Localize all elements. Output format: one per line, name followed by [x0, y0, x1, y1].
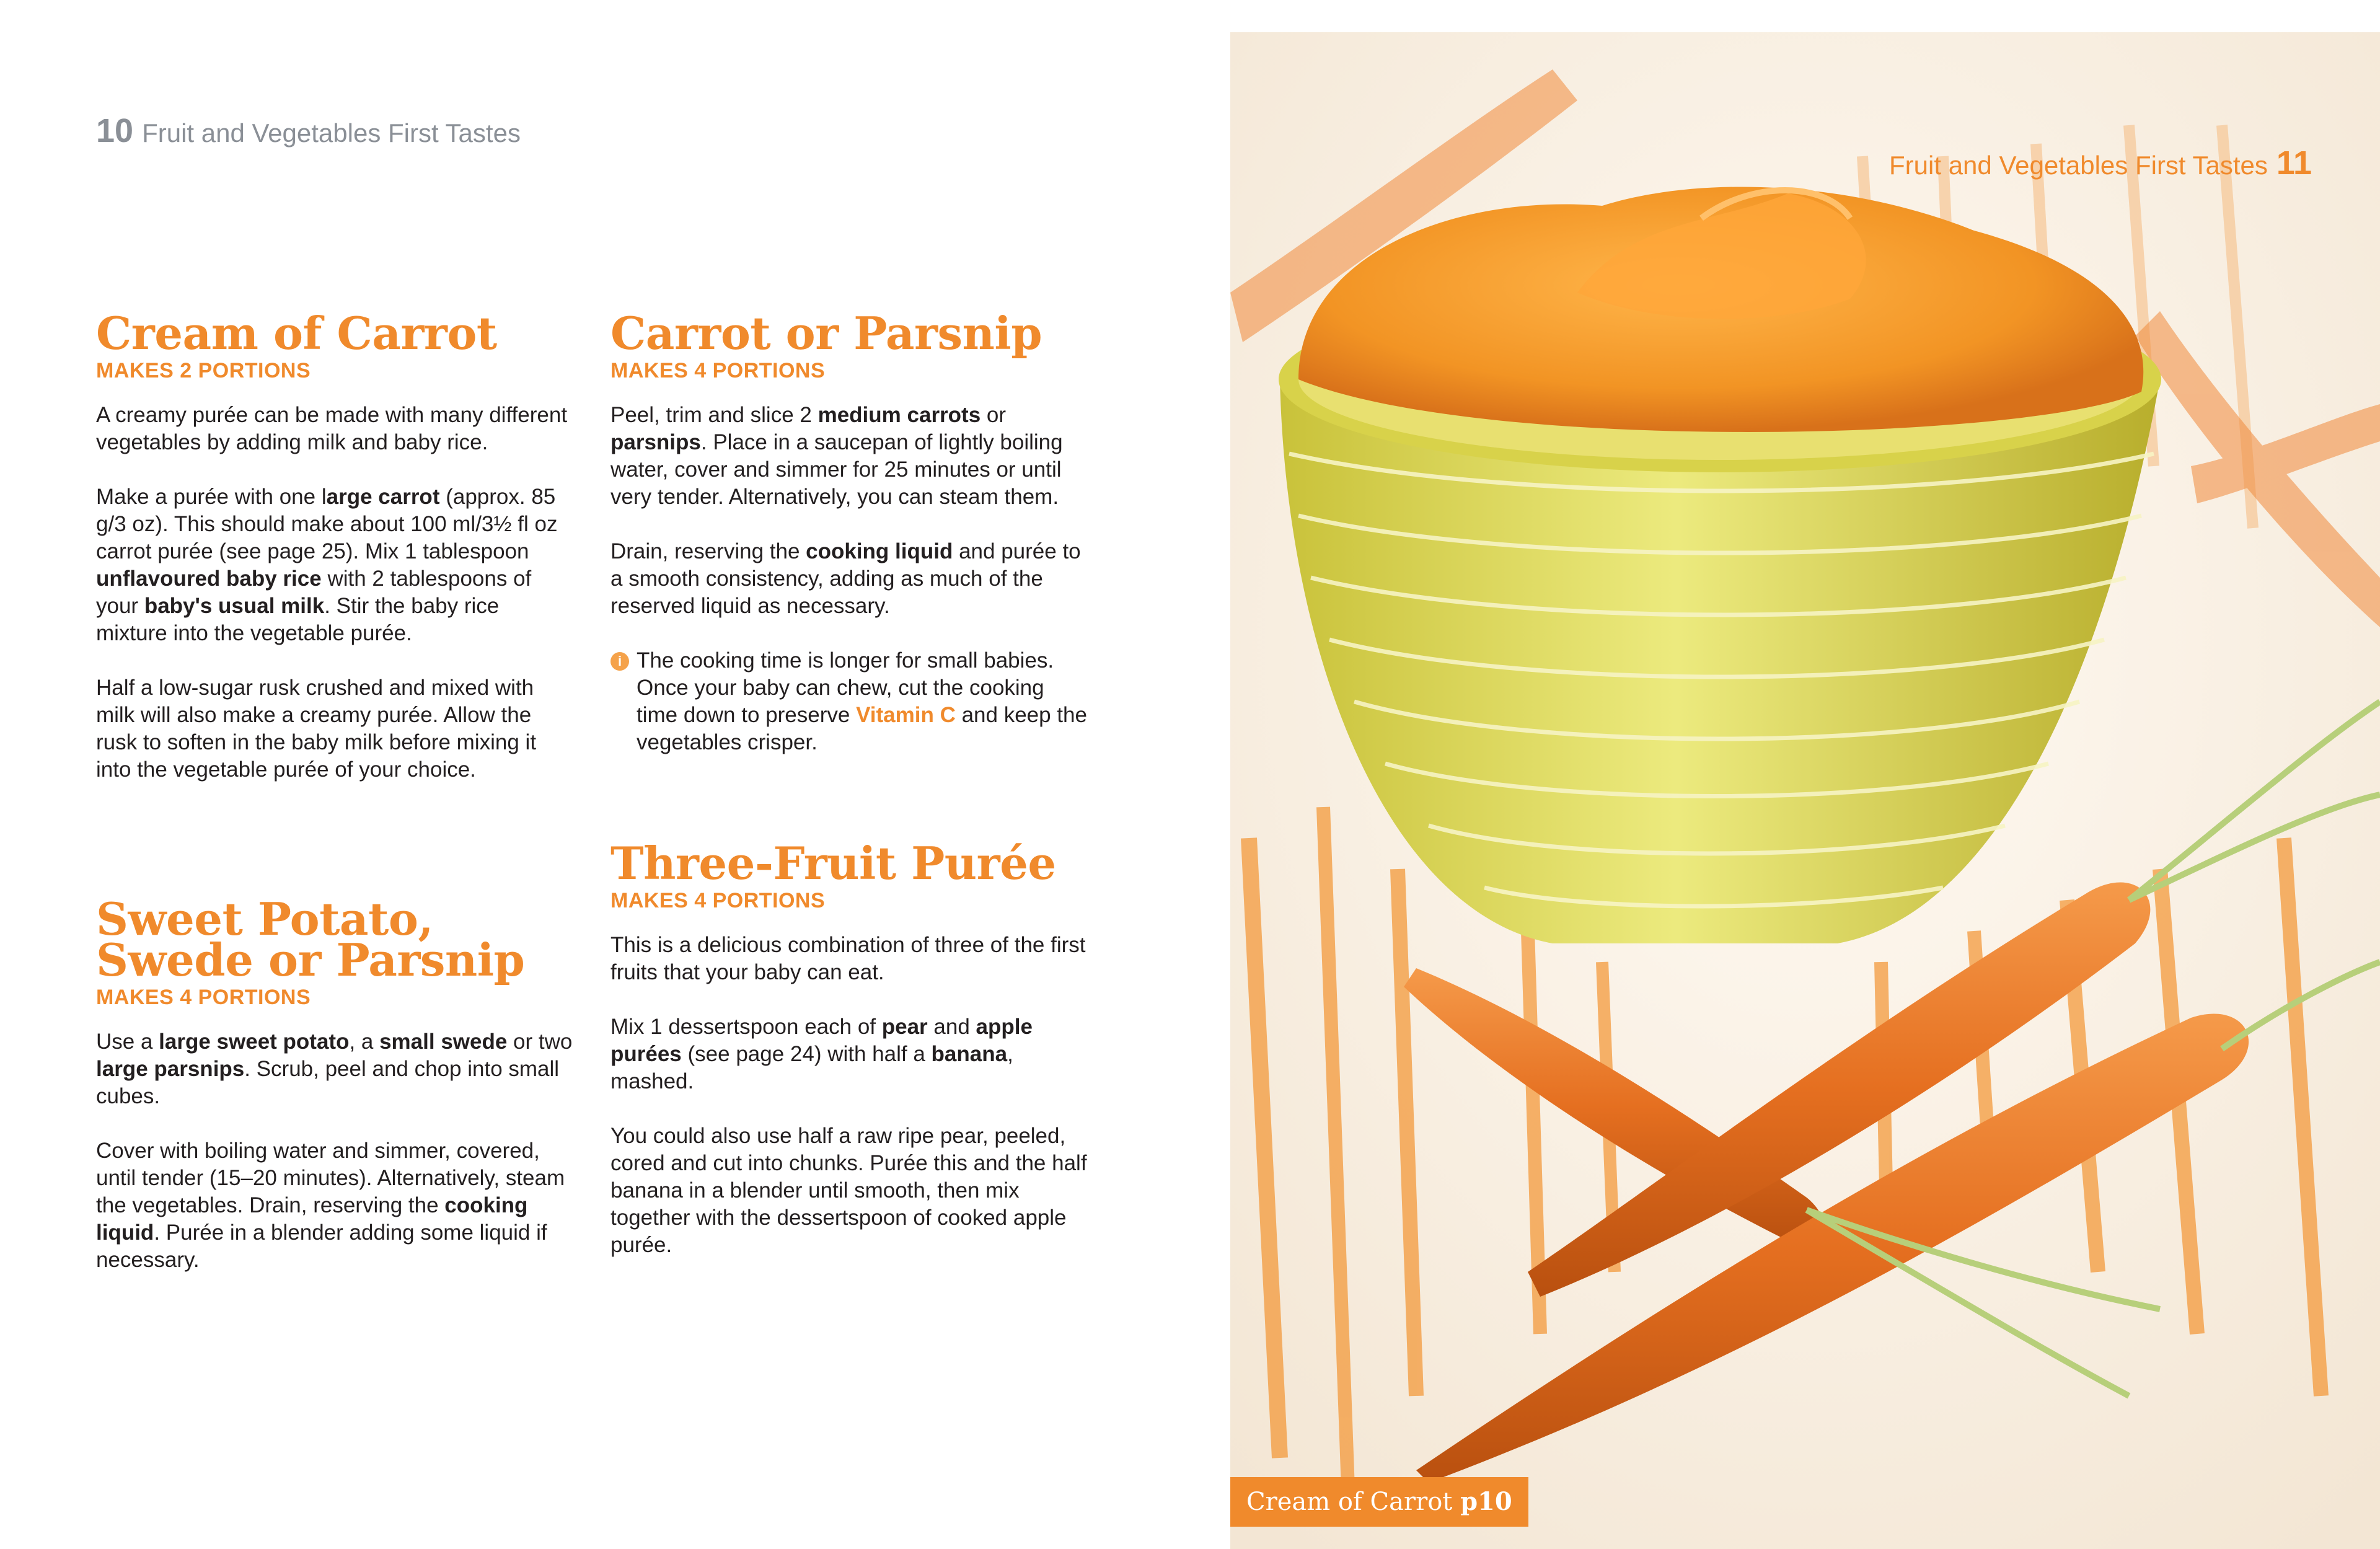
photo-illustration	[1230, 32, 2380, 1549]
recipe-paragraph: Make a purée with one large carrot (approx. 85 g/3 oz). This should make about 100 ml/3½ fl oz carrot purée (see page 25). Mix 1 tablespoon unflavoured baby rice with 2 tablespoons of your baby's usual milk. Stir the baby rice mixture into the vegetable purée.	[96, 485, 558, 645]
recipe-portions: MAKES 2 PORTIONS	[96, 359, 311, 382]
recipe-portions: MAKES 4 PORTIONS	[610, 359, 826, 382]
recipe-tip: i The cooking time is longer for small babies. Once your baby can chew, cut the cooking time down to preserve Vitamin C and keep the vegetables crisper.	[610, 647, 1088, 756]
recipe-paragraph: Mix 1 dessertspoon each of pear and apple purées (see page 24) with half a banana, mashed.	[610, 1015, 1033, 1093]
recipe-portions: MAKES 4 PORTIONS	[96, 986, 311, 1009]
recipe-sweet-potato	[96, 893, 573, 1301]
recipe-paragraph: A creamy purée can be made with many different vegetables by adding milk and baby rice.	[96, 403, 568, 454]
recipe-cream-of-carrot	[96, 307, 573, 811]
carrot-puree-photo	[1230, 32, 2380, 1549]
recipe-paragraph: You could also use half a raw ripe pear, peeled, cored and cut into chunks. Purée this and the half banana in a blender until smooth, then mix together with the dessertspoon of cooked apple purée.	[610, 1124, 1087, 1257]
recipe-paragraph: Half a low-sugar rusk crushed and mixed with milk will also make a creamy purée. Allow the rusk to soften in the baby milk before mixing it into the vegetable purée of your choice.	[96, 676, 537, 782]
recipe-paragraph: This is a delicious combination of three of the first fruits that your baby can eat.	[610, 933, 1086, 984]
right-running-title: Fruit and Vegetables First Tastes	[1889, 151, 2268, 180]
right-running-header	[1889, 144, 2312, 182]
recipe-title: Three-Fruit Purée	[610, 837, 1056, 889]
recipe-title: Cream of Carrot	[96, 307, 497, 360]
left-page-number: 10	[96, 112, 134, 149]
recipe-title: Sweet Potato, Swede or Parsnip	[96, 893, 525, 986]
photo-caption	[1230, 1477, 1528, 1527]
recipe-three-fruit	[610, 837, 1088, 1286]
recipe-title: Carrot or Parsnip	[610, 307, 1042, 360]
caption-page: p10	[1460, 1487, 1512, 1516]
recipe-paragraph: Cover with boiling water and simmer, covered, until tender (15–20 minutes). Alternatively, steam the vegetables. Drain, reserving the cooking liquid. Purée in a blender adding some liquid if necessary.	[96, 1139, 565, 1272]
recipe-paragraph: Peel, trim and slice 2 medium carrots or parsnips. Place in a saucepan of lightly boiling water, cover and simmer for 25 minutes or until very tender. Alternatively, you can steam them.	[610, 403, 1063, 509]
caption-text: Cream of Carrot	[1246, 1488, 1453, 1516]
right-page-number: 11	[2276, 144, 2312, 182]
info-icon: i	[610, 652, 629, 671]
left-running-title: Fruit and Vegetables First Tastes	[142, 118, 521, 148]
recipe-carrot-or-parsnip	[610, 307, 1088, 783]
recipe-portions: MAKES 4 PORTIONS	[610, 889, 826, 912]
recipe-paragraph: Use a large sweet potato, a small swede or two large parsnips. Scrub, peel and chop into small cubes.	[96, 1030, 573, 1108]
left-running-header	[96, 112, 521, 150]
recipe-paragraph: Drain, reserving the cooking liquid and purée to a smooth consistency, adding as much of the reserved liquid as necessary.	[610, 539, 1081, 618]
